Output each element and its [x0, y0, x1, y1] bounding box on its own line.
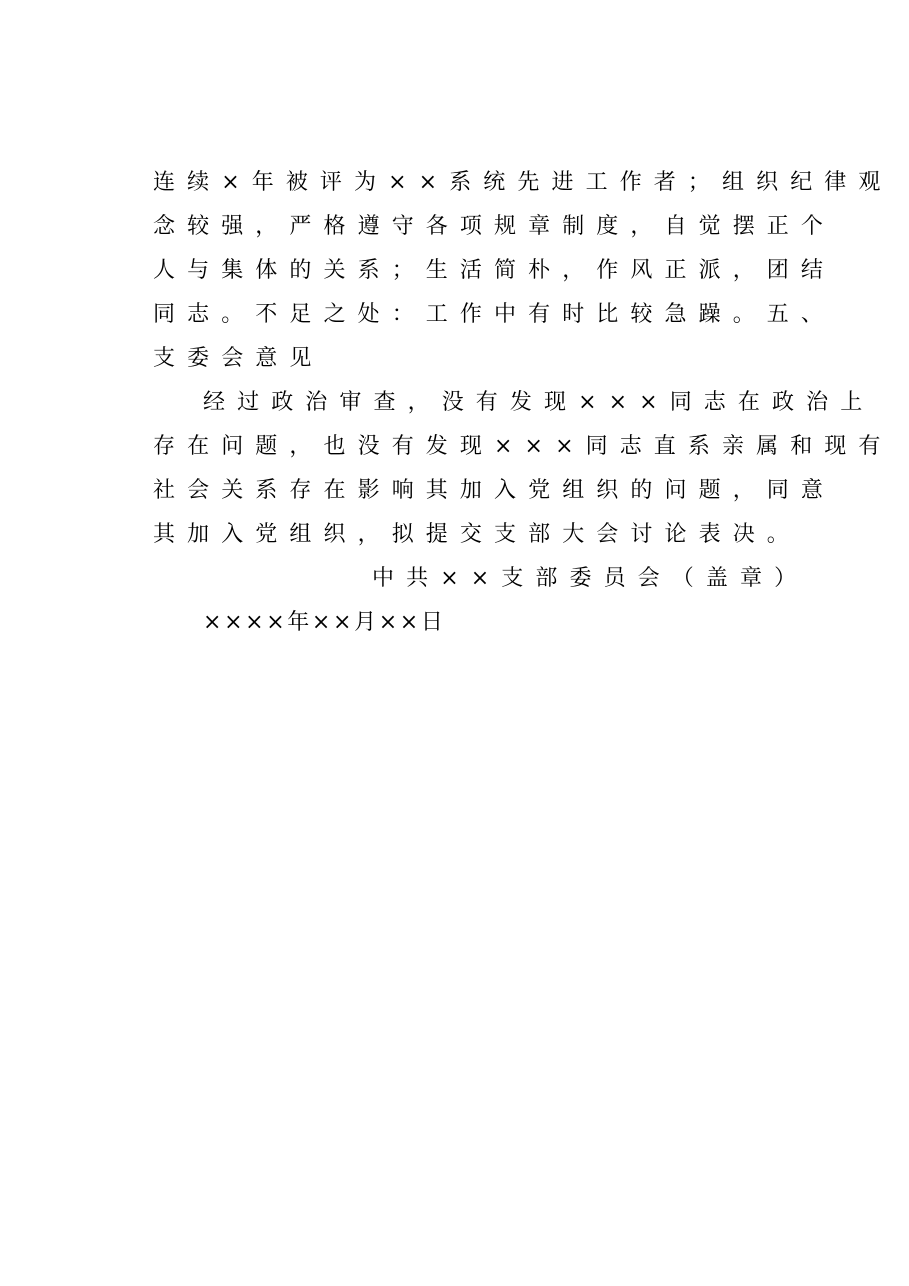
paragraph-line-1: 经过政治审查，没有发现×××同志在政治上	[203, 390, 875, 415]
paragraph-line-4: 其加入党组织，拟提交支部大会讨论表决。	[153, 522, 801, 547]
paragraph-line-3: 社会关系存在影响其加入党组织的问题，同意	[153, 478, 836, 503]
body-text-line-2: 念较强，严格遵守各项规章制度，自觉摆正个	[153, 214, 836, 239]
body-text-line-4: 同志。不足之处：工作中有时比较急躁。五、	[153, 302, 836, 327]
body-text-line-3: 人与集体的关系；生活简朴，作风正派，团结	[153, 258, 836, 283]
date-line: ××××年××月××日	[203, 610, 446, 635]
body-text-line-1: 连续×年被评为××系统先进工作者；组织纪律观	[153, 170, 893, 195]
section-heading-committee-opinion: 支委会意见	[153, 346, 324, 371]
paragraph-line-2: 存在问题，也没有发现×××同志直系亲属和现有	[153, 434, 893, 459]
signature-line: 中共××支部委员会（盖章）	[372, 566, 809, 591]
